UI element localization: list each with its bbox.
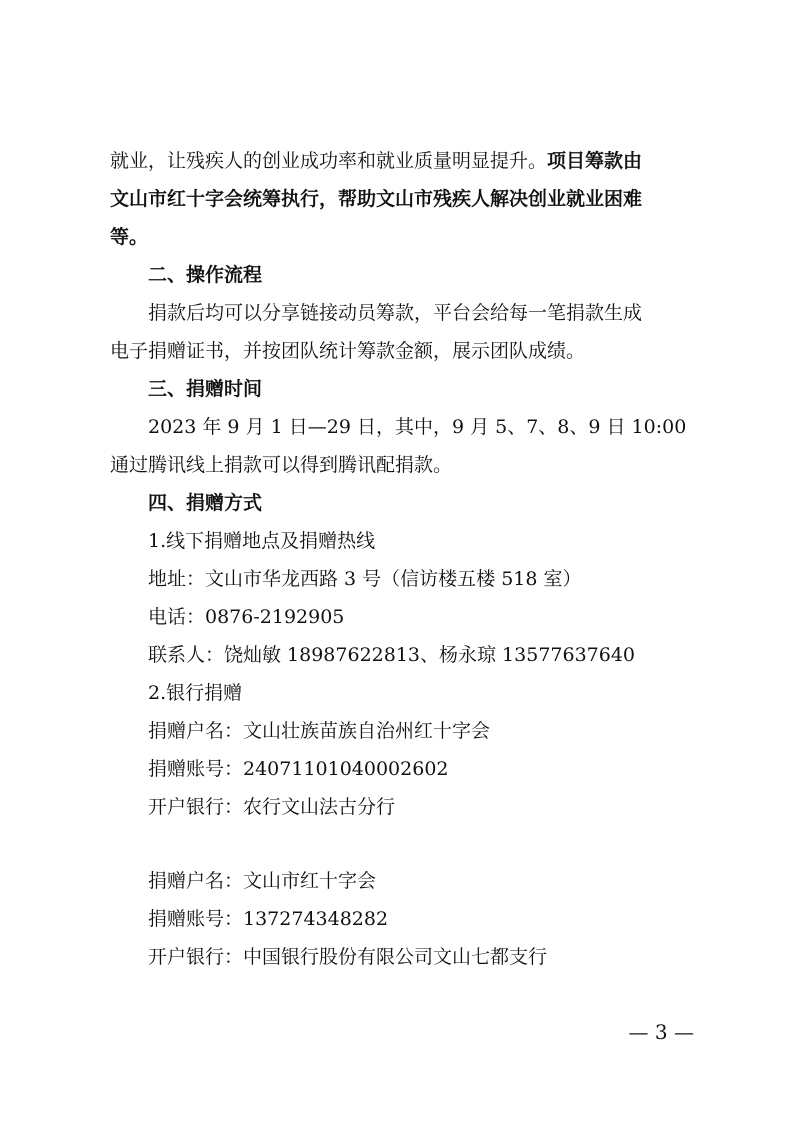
account-number-line: 捐赠账号：24071101040002602 (148, 758, 449, 780)
page-number: — 3 — (628, 1020, 694, 1044)
address-line: 地址：文山市华龙西路 3 号（信访楼五楼 518 室） (148, 568, 582, 590)
account-name-line: 捐赠户名：文山市红十字会 (148, 870, 377, 892)
section-heading-time: 三、捐赠时间 (148, 378, 263, 400)
paragraph-line: 通过腾讯线上捐款可以得到腾讯配捐款。 (110, 454, 453, 476)
section-heading-method: 四、捐赠方式 (148, 492, 263, 514)
phone-line: 电话：0876-2192905 (148, 606, 345, 628)
account-name-line: 捐赠户名：文山壮族苗族自治州红十字会 (148, 720, 491, 742)
section-heading-procedure: 二、操作流程 (148, 264, 263, 286)
paragraph-bold-line: 文山市红十字会统筹执行，帮助文山市残疾人解决创业就业困难 (110, 188, 643, 210)
bank-line: 开户银行：中国银行股份有限公司文山七都支行 (148, 946, 548, 968)
paragraph-line: 电子捐赠证书，并按团队统计筹款金额，展示团队成绩。 (110, 340, 586, 362)
paragraph-line (110, 148, 694, 174)
subheading-offline: 1.线下捐赠地点及捐赠热线 (148, 530, 376, 552)
subheading-bank: 2.银行捐赠 (148, 682, 243, 704)
contact-line: 联系人：饶灿敏 18987622813、杨永琼 13577637640 (148, 644, 636, 666)
paragraph-bold-text: 项目筹款由 (547, 150, 643, 172)
paragraph-bold-line: 等。 (110, 226, 149, 248)
account-number-line: 捐赠账号：137274348282 (148, 908, 389, 930)
paragraph-text: 就业，让残疾人的创业成功率和就业质量明显提升。 (110, 150, 548, 172)
bank-line: 开户银行：农行文山法古分行 (148, 796, 396, 818)
paragraph-line: 捐款后均可以分享链接动员筹款，平台会给每一笔捐款生成 (148, 302, 643, 324)
paragraph-line: 2023 年 9 月 1 日—29 日，其中，9 月 5、7、8、9 日 10:00 (148, 416, 687, 438)
